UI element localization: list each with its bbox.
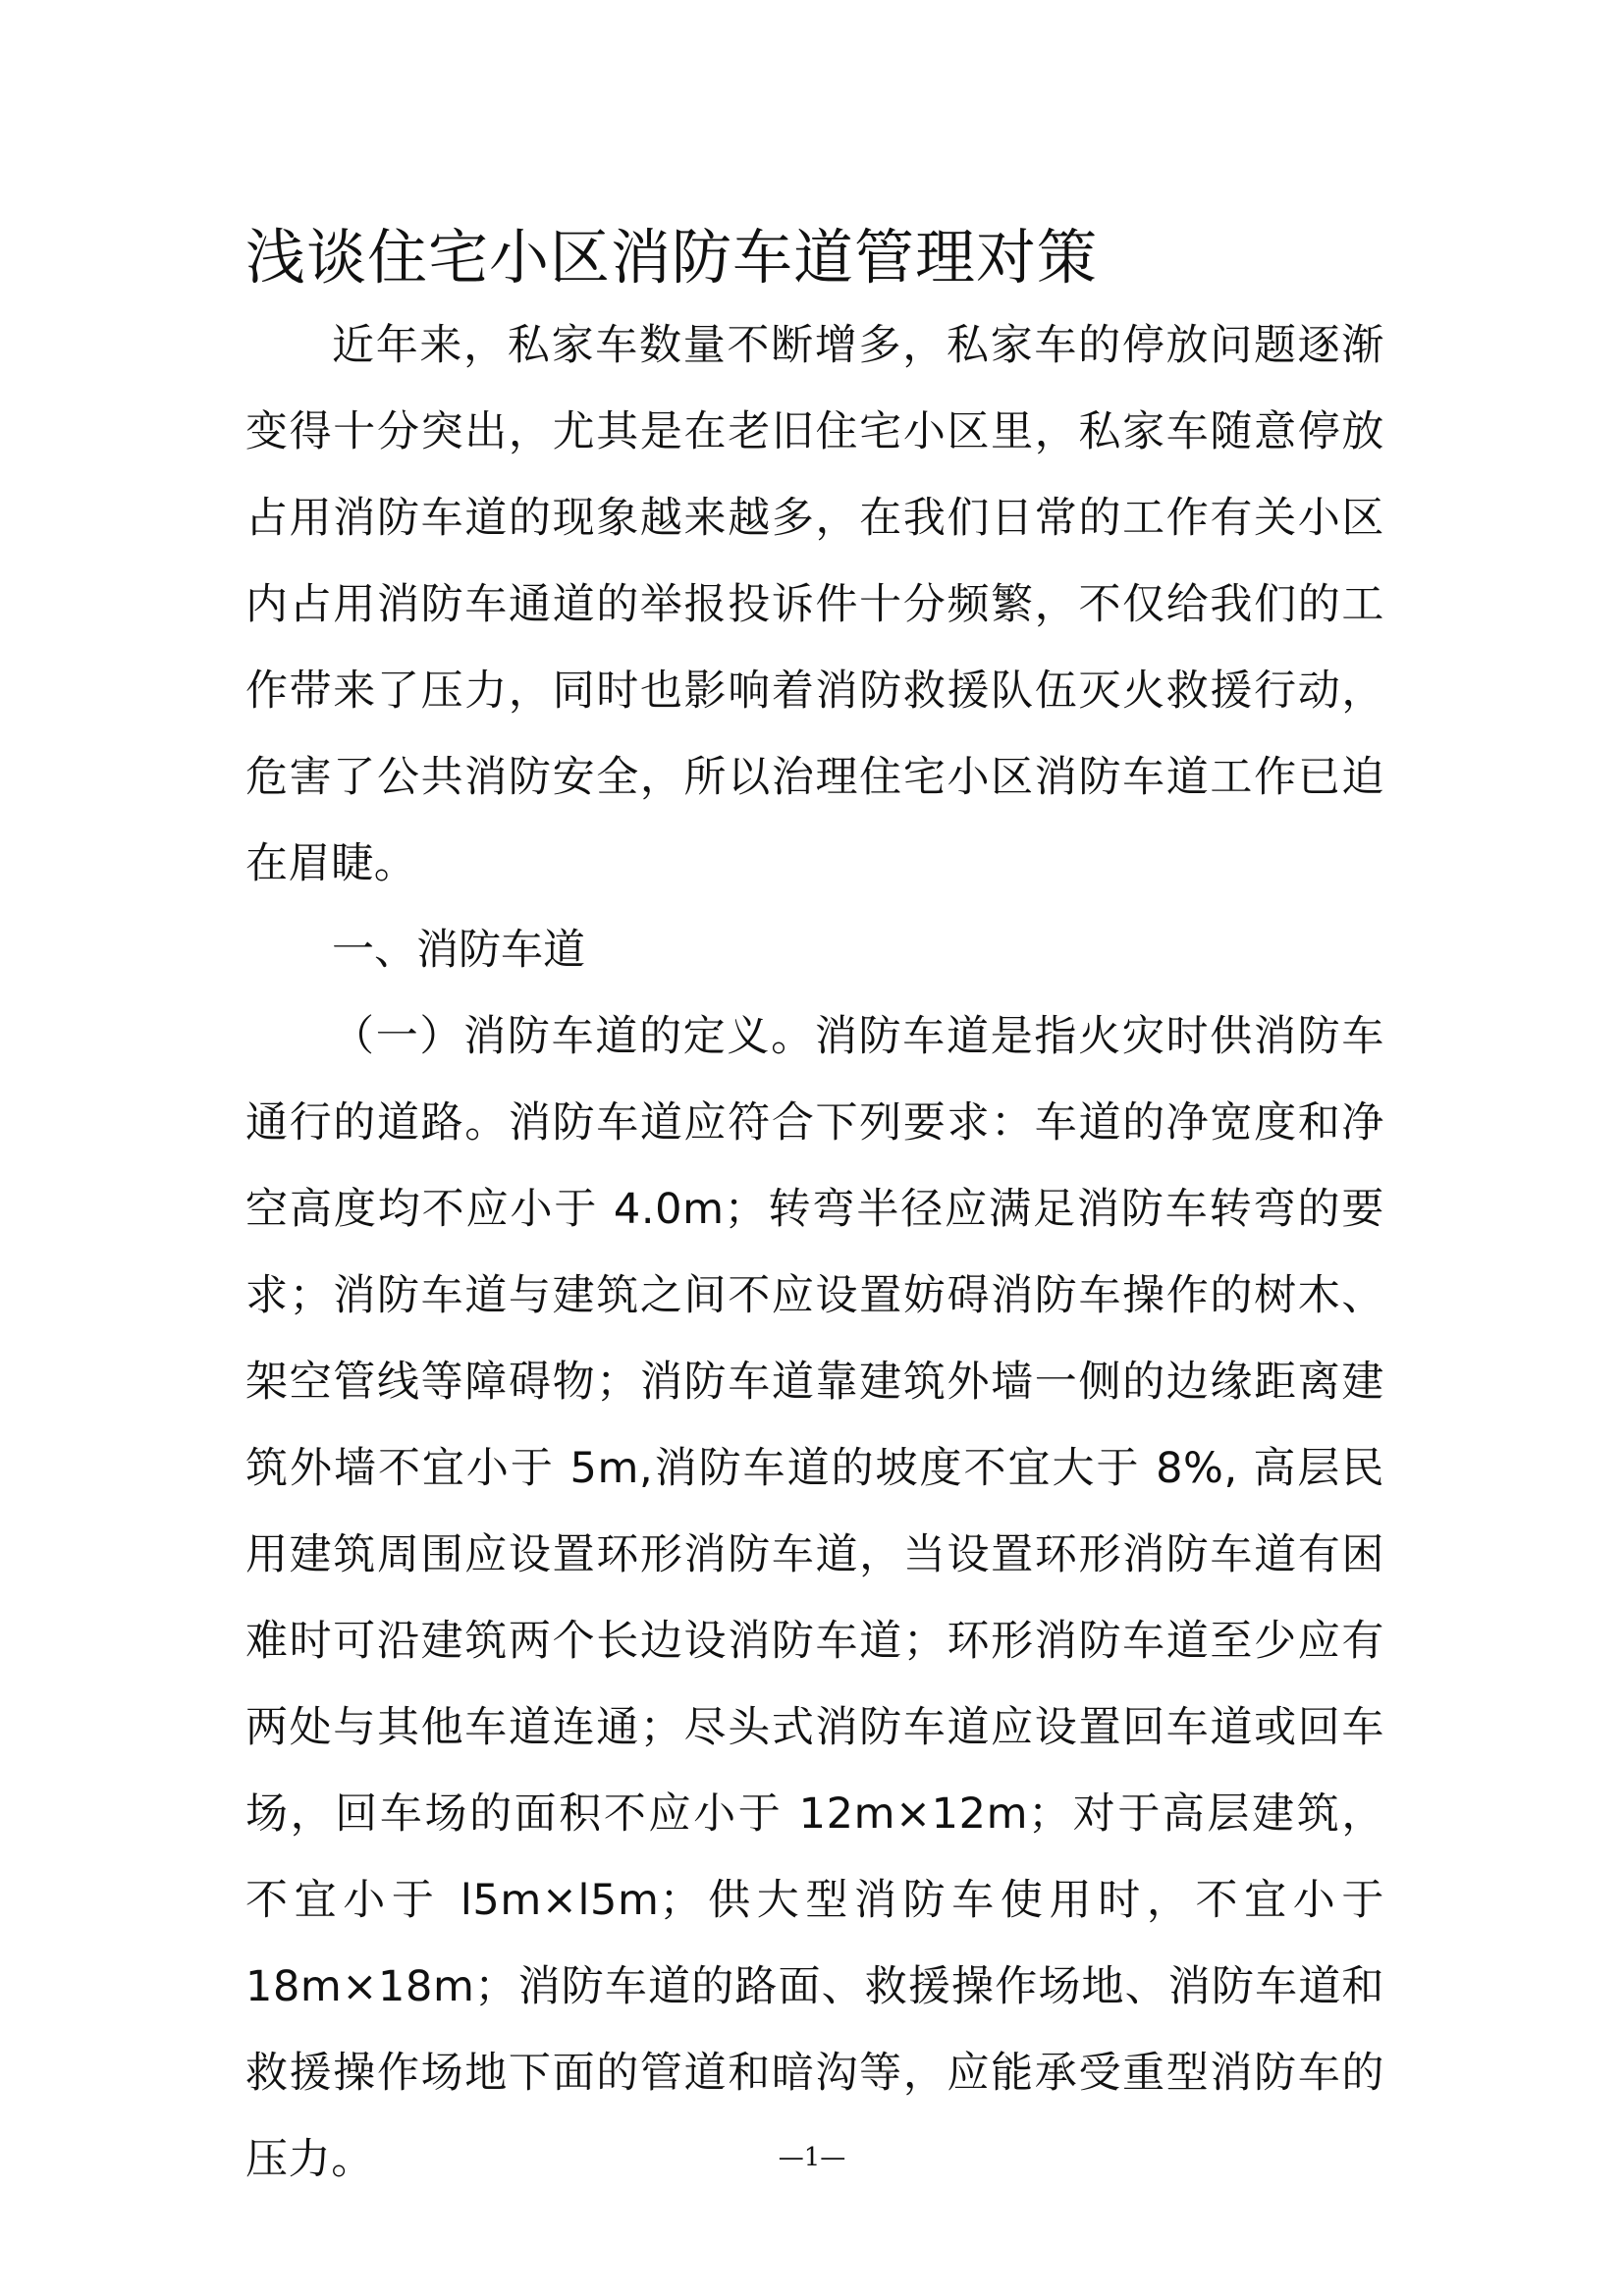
document-title: 浅谈住宅小区消防车道管理对策 <box>245 223 1099 293</box>
page-number: —1— <box>778 2143 846 2172</box>
intro-paragraph: 近年来，私家车数量不断增多，私家车的停放问题逐渐变得十分突出，尤其是在老旧住宅小区里，私家车随意停放占用消防车道的现象越来越多，在我们日常的工作有关小区内占用消防车通道的举报投诉件十分频繁，不仅给我们的工作带来了压力，同时也影响着消防救援队伍灭火救援行动，危害了公共消防安全，所以治理住宅小区消防车道工作已迫在眉睫。 <box>245 321 1384 888</box>
document-body <box>245 302 1384 2203</box>
section-heading-1: 一、消防车道 <box>332 926 585 975</box>
section-1-paragraph: （一）消防车道的定义。消防车道是指火灾时供消防车通行的道路。消防车道应符合下列要求：车道的净宽度和净空高度均不应小于 4.0m；转弯半径应满足消防车转弯的要求；消防车道与建筑之间不应设置妨碍消防车操作的树木、架空管线等障碍物；消防车道靠建筑外墙一侧的边缘距离建筑外墙不宜小于 5m,消防车道的坡度不宜大于 8%, 高层民用建筑周围应设置环形消防车道，当设置环形消防车道有困难时可沿建筑两个长边设消防车道；环形消防车道至少应有两处与其他车道连通；尽头式消防车道应设置回车道或回车场，回车场的面积不应小于 12m×12m；对于高层建筑，不宜小于 l5m×l5m；供大型消防车使用时，不宜小于 18m×18m；消防车道的路面、救援操作场地、消防车道和救援操作场地下面的管道和暗沟等，应能承受重型消防车的压力。 <box>245 1012 1384 2184</box>
